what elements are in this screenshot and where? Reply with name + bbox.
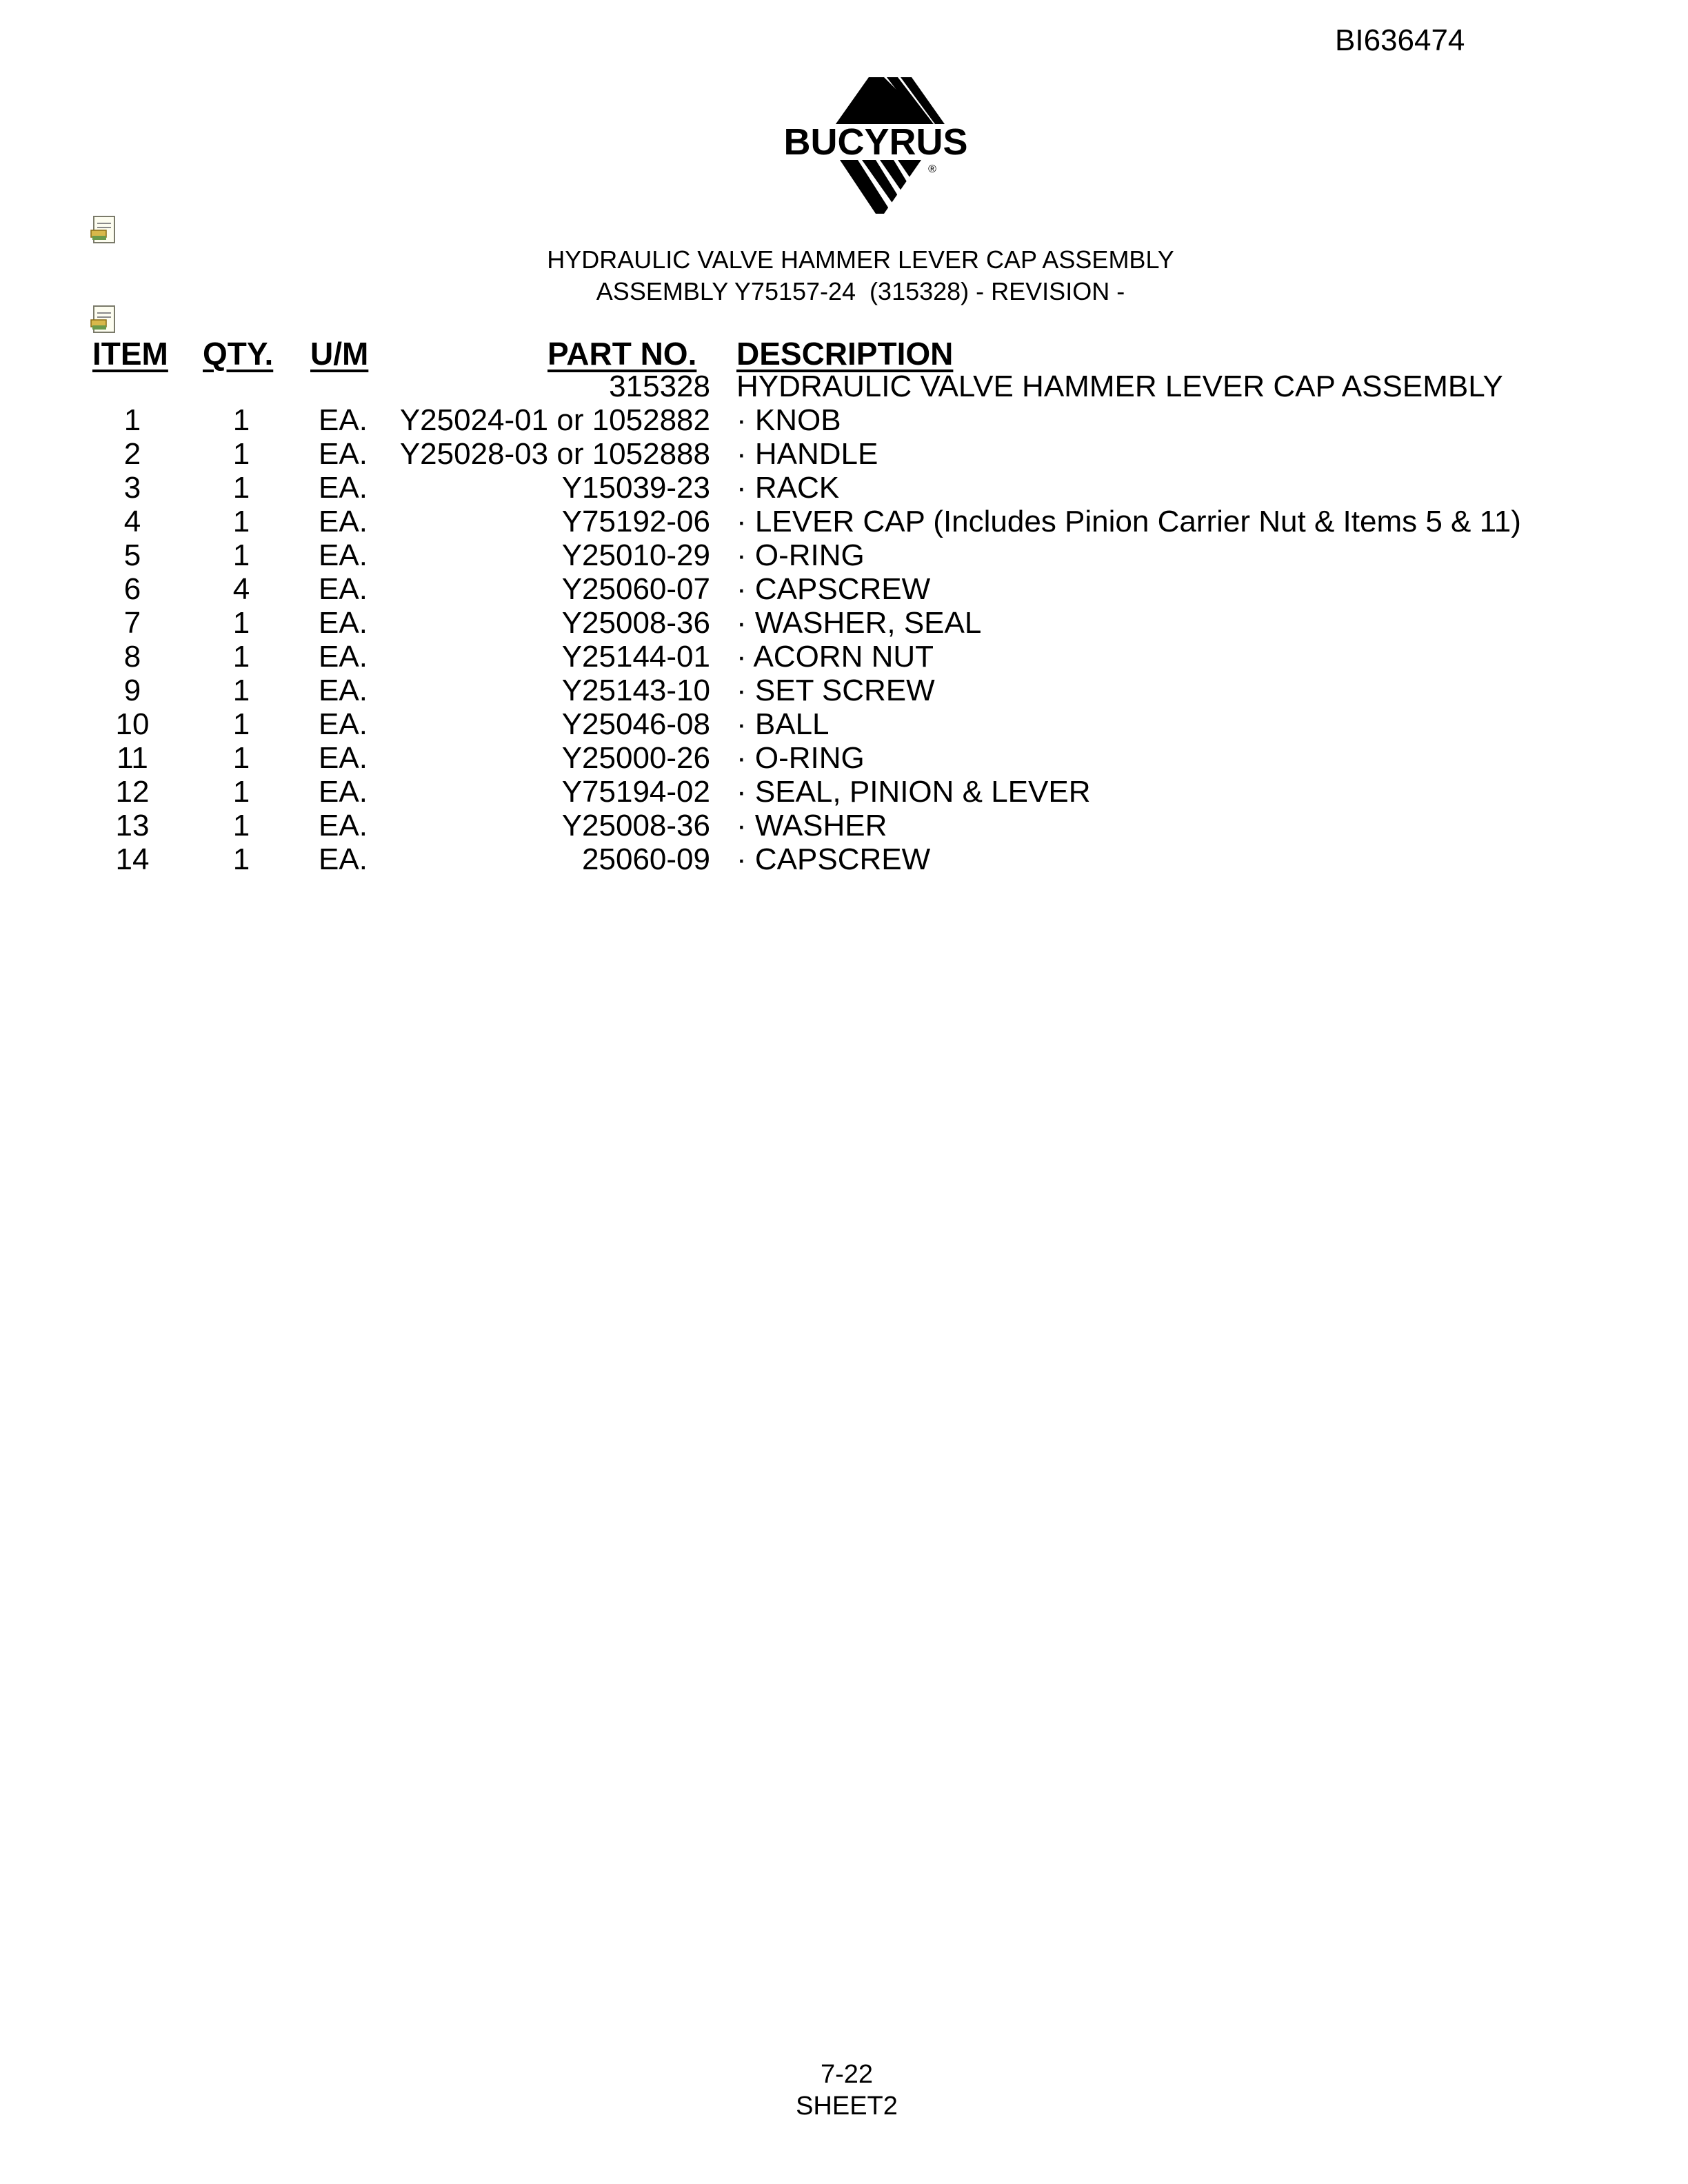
item-number: 14 (115, 842, 150, 876)
quantity: 1 (232, 437, 250, 471)
part-number: Y25028-03 or 1052888 (399, 437, 710, 471)
note-attachment-icon[interactable] (90, 305, 119, 335)
part-description: · CAPSCREW (736, 572, 931, 606)
table-row (0, 674, 1688, 707)
table-row (0, 640, 1688, 674)
part-description: · LEVER CAP (Includes Pinion Carrier Nut & Items 5 & 11) (736, 505, 1521, 538)
table-row (0, 842, 1688, 876)
item-number: 8 (123, 640, 141, 674)
part-description: · KNOB (736, 403, 841, 437)
unit-of-measure: EA. (319, 437, 368, 471)
item-number: 6 (123, 572, 141, 606)
part-description: · WASHER (736, 809, 887, 842)
part-description: · O-RING (736, 741, 865, 775)
unit-of-measure: EA. (319, 674, 368, 707)
table-row (0, 437, 1688, 471)
part-number: Y25144-01 (561, 640, 710, 674)
unit-of-measure: EA. (319, 707, 368, 741)
quantity: 1 (232, 505, 250, 538)
assembly-description: HYDRAULIC VALVE HAMMER LEVER CAP ASSEMBLY (736, 370, 1503, 403)
quantity: 1 (232, 640, 250, 674)
sheet-label: SHEET2 (796, 2092, 898, 2121)
item-number: 2 (123, 437, 141, 471)
unit-of-measure: EA. (319, 505, 368, 538)
item-number: 11 (117, 741, 148, 775)
bucyrus-logo-icon (758, 74, 993, 219)
part-description: · WASHER, SEAL (736, 606, 982, 640)
quantity: 1 (232, 674, 250, 707)
part-number: Y25060-07 (561, 572, 710, 606)
part-description: · HANDLE (736, 437, 878, 471)
title-block (0, 244, 1688, 307)
svg-text:BUCYRUS: BUCYRUS (783, 121, 968, 163)
part-number: Y25143-10 (561, 674, 710, 707)
part-description: · SET SCREW (736, 674, 935, 707)
table-row (0, 707, 1688, 741)
part-number: Y75192-06 (561, 505, 710, 538)
part-number: Y15039-23 (561, 471, 710, 505)
table-row (0, 809, 1688, 842)
quantity: 1 (232, 809, 250, 842)
table-row (0, 775, 1688, 809)
assembly-row (0, 370, 1688, 403)
header-part-no: PART NO. (547, 336, 697, 372)
part-number: Y25046-08 (561, 707, 710, 741)
part-number: Y25000-26 (561, 741, 710, 775)
item-number: 10 (115, 707, 150, 741)
item-number: 12 (115, 775, 150, 809)
quantity: 1 (232, 606, 250, 640)
unit-of-measure: EA. (319, 640, 368, 674)
unit-of-measure: EA. (319, 471, 368, 505)
table-row (0, 538, 1688, 572)
table-row (0, 606, 1688, 640)
item-number: 3 (123, 471, 141, 505)
part-number: Y25010-29 (561, 538, 710, 572)
quantity: 1 (232, 707, 250, 741)
table-row (0, 403, 1688, 437)
part-description: · RACK (736, 471, 840, 505)
assembly-subtitle: ASSEMBLY Y75157-24 (315328) - REVISION - (596, 277, 1125, 305)
item-number: 13 (115, 809, 150, 842)
page-number: 7-22 (820, 2060, 874, 2089)
item-number: 1 (123, 403, 141, 437)
table-row (0, 572, 1688, 606)
page-footer (0, 2059, 1688, 2122)
part-number: Y25024-01 or 1052882 (399, 403, 710, 437)
part-number: 25060-09 (582, 842, 710, 876)
unit-of-measure: EA. (319, 606, 368, 640)
part-description: · ACORN NUT (736, 640, 934, 674)
assembly-title: HYDRAULIC VALVE HAMMER LEVER CAP ASSEMBLY (547, 245, 1174, 274)
part-description: · CAPSCREW (736, 842, 931, 876)
unit-of-measure: EA. (319, 842, 368, 876)
quantity: 1 (232, 741, 250, 775)
quantity: 1 (232, 538, 250, 572)
unit-of-measure: EA. (319, 572, 368, 606)
unit-of-measure: EA. (319, 403, 368, 437)
unit-of-measure: EA. (319, 809, 368, 842)
part-description: · O-RING (736, 538, 865, 572)
part-number: Y75194-02 (561, 775, 710, 809)
item-number: 9 (123, 674, 141, 707)
part-description: · SEAL, PINION & LEVER (736, 775, 1091, 809)
item-number: 4 (123, 505, 141, 538)
table-row (0, 505, 1688, 538)
part-number: Y25008-36 (561, 606, 710, 640)
part-number: Y25008-36 (561, 809, 710, 842)
assembly-part-no: 315328 (609, 370, 710, 403)
note-attachment-icon[interactable] (90, 215, 119, 245)
header-um: U/M (310, 336, 369, 372)
item-number: 5 (123, 538, 141, 572)
document-id: BI636474 (1335, 23, 1465, 57)
quantity: 1 (232, 842, 250, 876)
quantity: 1 (232, 775, 250, 809)
part-description: · BALL (736, 707, 830, 741)
quantity: 4 (232, 572, 250, 606)
svg-text:®: ® (928, 163, 936, 175)
item-number: 7 (123, 606, 141, 640)
unit-of-measure: EA. (319, 538, 368, 572)
quantity: 1 (232, 403, 250, 437)
table-row (0, 471, 1688, 505)
unit-of-measure: EA. (319, 741, 368, 775)
table-row (0, 741, 1688, 775)
header-item: ITEM (92, 336, 168, 372)
quantity: 1 (232, 471, 250, 505)
unit-of-measure: EA. (319, 775, 368, 809)
header-qty: QTY. (203, 336, 274, 372)
header-description: DESCRIPTION (736, 336, 954, 372)
